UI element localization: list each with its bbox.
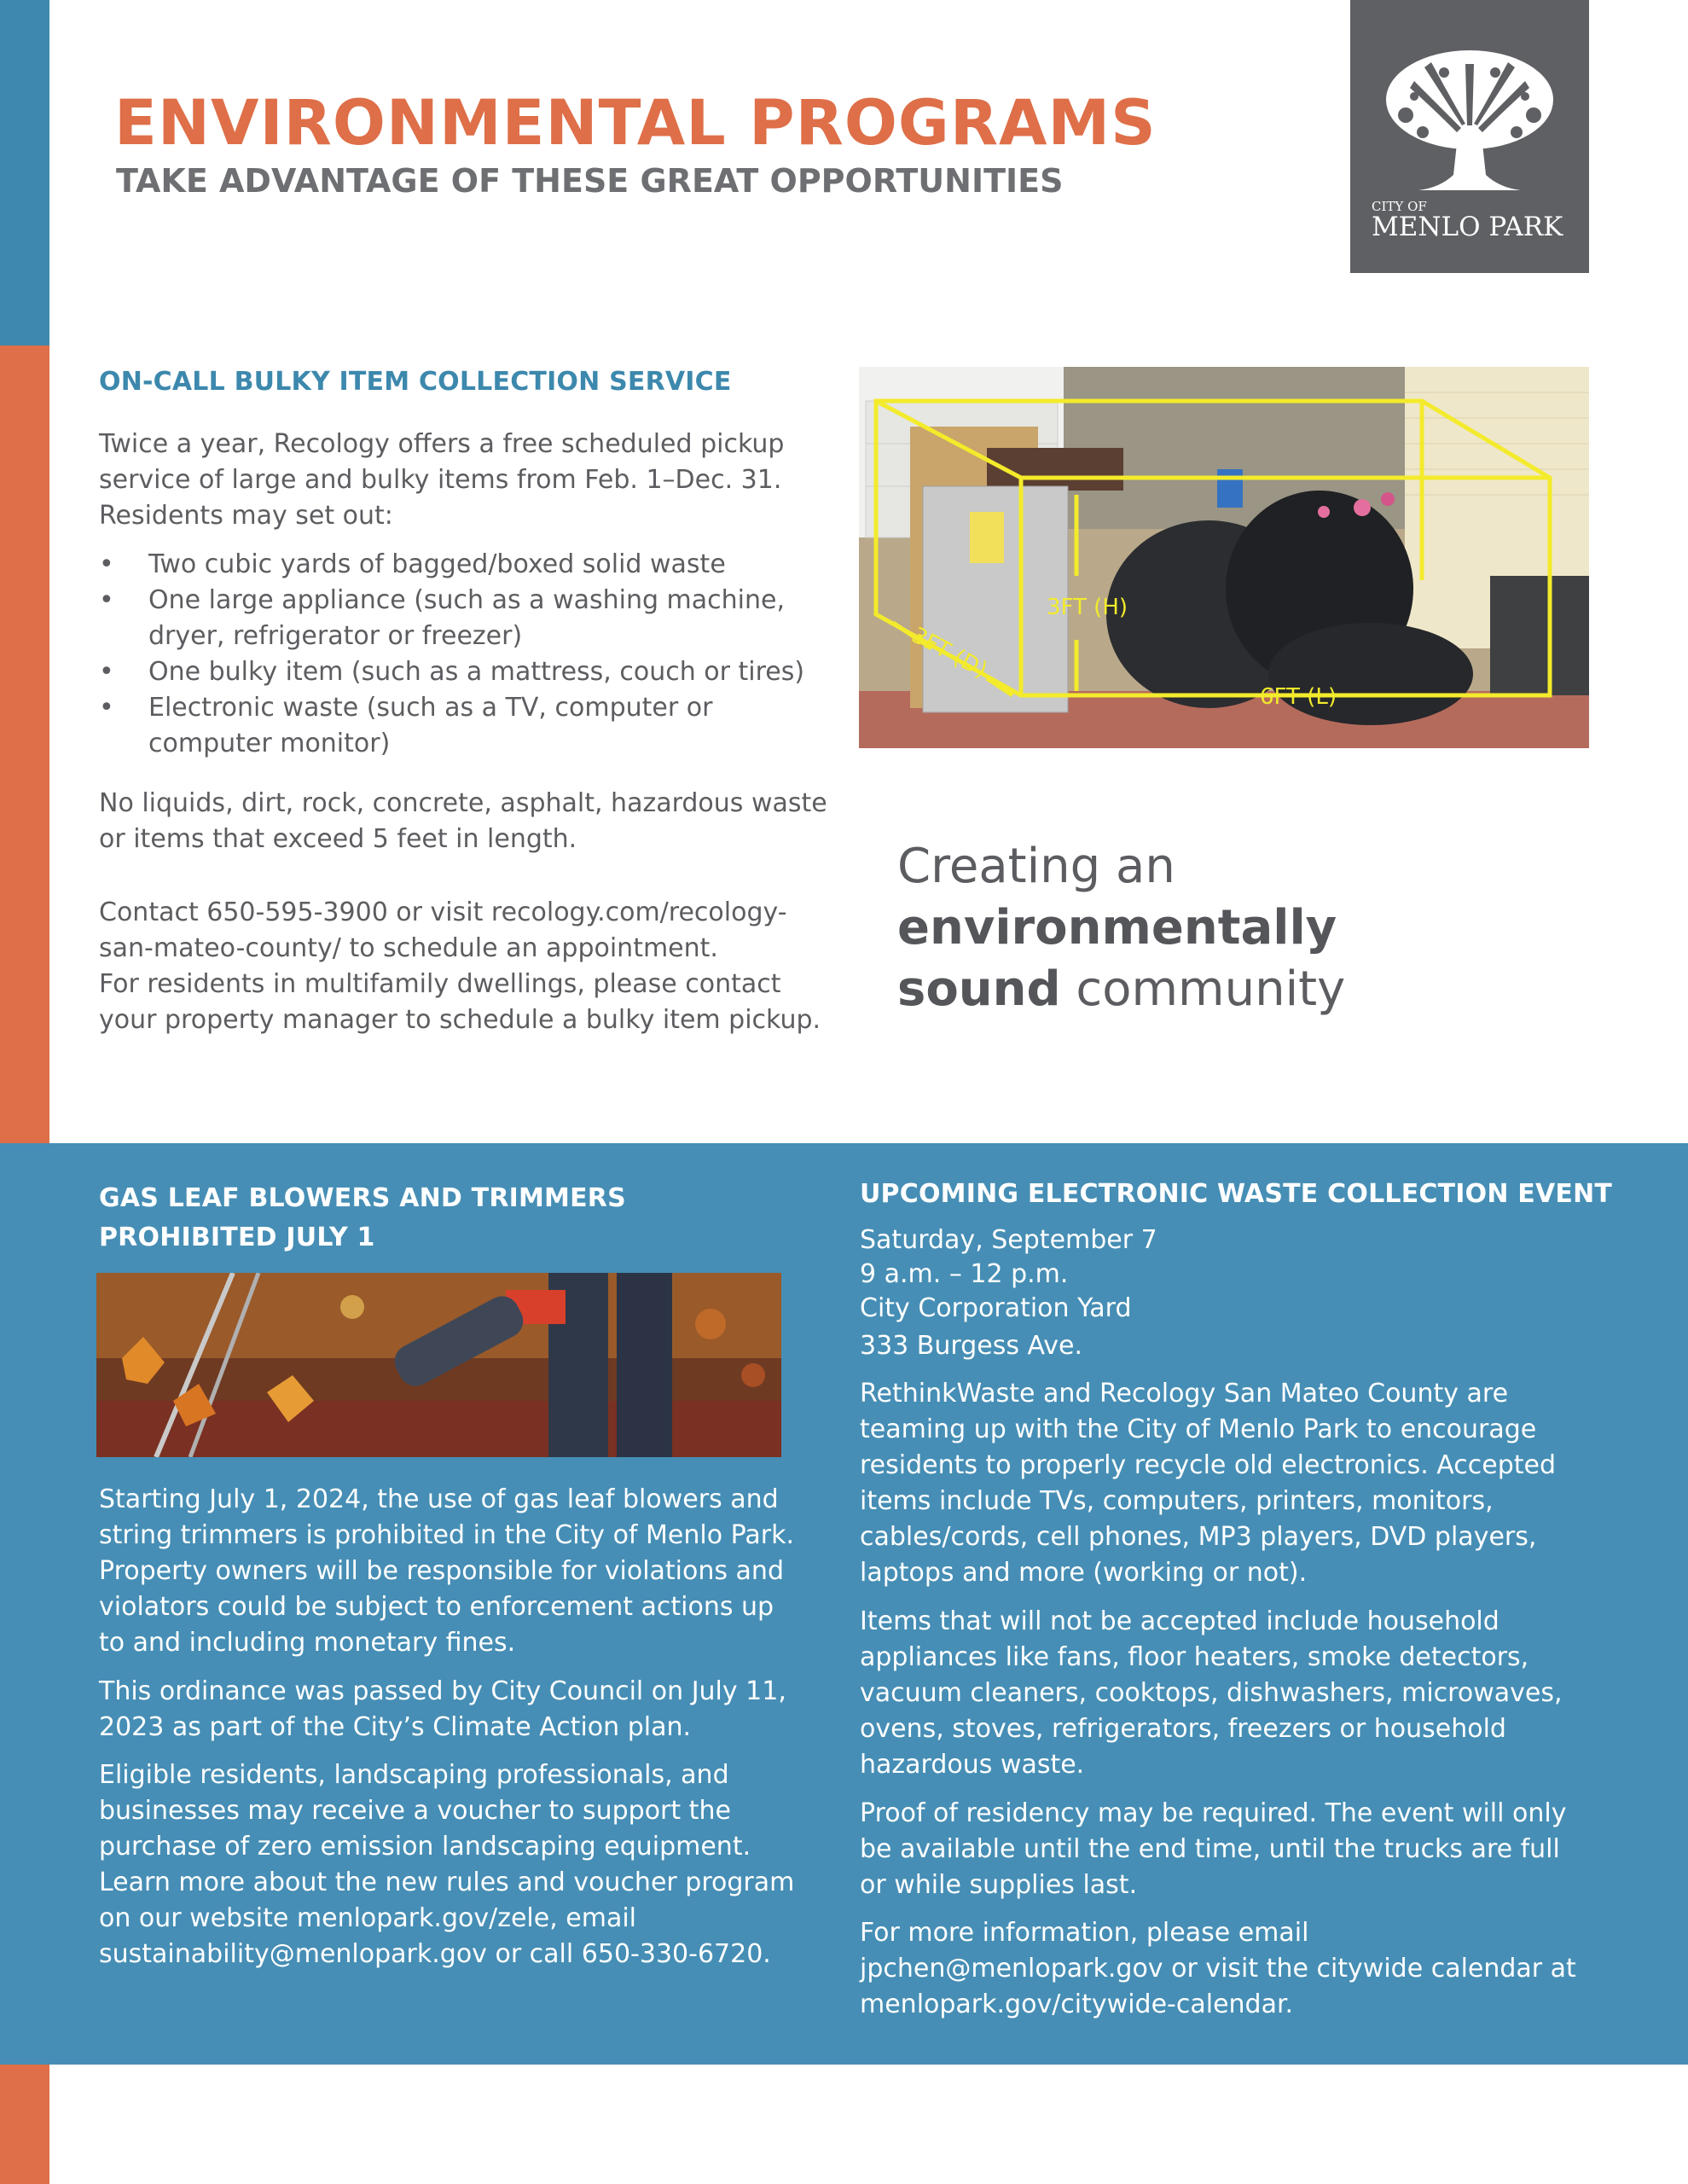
tagline <box>897 836 1571 1020</box>
gas-section-heading <box>99 1179 696 1258</box>
oak-tree-icon <box>1380 47 1559 196</box>
left-edge-bar-orange <box>0 346 49 1143</box>
logo-city-name: MENLO PARK <box>1372 212 1563 242</box>
ewaste-location: City Corporation Yard <box>860 1293 1132 1323</box>
bulky-items-photo <box>859 367 1589 748</box>
ewaste-paragraph-residency: Proof of residency may be required. The event will only be available until the end time, until the trucks are full or while supplies last. <box>860 1798 1567 1900</box>
gas-paragraph-ordinance: This ordinance was passed by City Council on July 11, 2023 as part of the City’s Climate Action plan. <box>99 1676 786 1742</box>
list-item: • One large appliance (such as a washing machine, dryer, refrigerator or freezer) <box>99 583 832 654</box>
tagline-bold2: sound <box>897 961 1061 1017</box>
left-edge-bar-teal <box>0 0 49 346</box>
ewaste-address: 333 Burgess Ave. <box>860 1331 1083 1361</box>
bulky-intro: Twice a year, Recology offers a free scheduled pickup service of large and bulky items from Feb. 1–Dec. 31. Residents may set out: <box>99 429 785 531</box>
ewaste-event-details <box>860 1223 1576 1363</box>
ewaste-time: 9 a.m. – 12 p.m. <box>860 1259 1069 1289</box>
photo-label-depth: 3FT (D) <box>907 622 992 684</box>
tagline-bold1: environmentally <box>897 900 1337 956</box>
ewaste-section-heading: UPCOMING ELECTRONIC WASTE COLLECTION EVENT <box>860 1179 1613 1209</box>
ewaste-date: Saturday, September 7 <box>860 1225 1157 1255</box>
bulky-contact-schedule: Contact 650-595-3900 or visit recology.com/recology-san-mateo-county/ to schedule an appointment. <box>99 897 787 963</box>
bulky-allowed-list <box>99 547 832 762</box>
bulky-section-heading: ON-CALL BULKY ITEM COLLECTION SERVICE <box>99 367 732 397</box>
list-item: • Electronic waste (such as a TV, computer or computer monitor) <box>99 690 832 762</box>
city-logo <box>1350 0 1589 273</box>
list-item: • Two cubic yards of bagged/boxed solid waste <box>99 547 832 583</box>
bulky-contact-multifamily: For residents in multifamily dwellings, please contact your property manager to schedule a bulky item pickup. <box>99 969 821 1035</box>
photo-label-length: 6FT (L) <box>1260 684 1337 710</box>
bulky-exclusions: No liquids, dirt, rock, concrete, asphalt, hazardous waste or items that exceed 5 feet in length. <box>99 788 827 854</box>
gas-paragraph-voucher: Eligible residents, landscaping professionals, and businesses may receive a voucher to support the purchase of zero emission landscaping equipment. Learn more about the new rules and voucher program on our website menlopark.gov/zele, email sustainability@menlopark.gov or call 650-330-6720. <box>99 1760 795 1969</box>
page-title: ENVIRONMENTAL PROGRAMS <box>114 87 1157 160</box>
ewaste-paragraph-contact: For more information, please email jpchen@menlopark.gov or visit the citywide calendar at menlopark.gov/citywide-calendar. <box>860 1918 1576 2019</box>
gas-heading-line1: GAS LEAF BLOWERS AND TRIMMERS <box>99 1183 626 1213</box>
list-item: • One bulky item (such as a mattress, couch or tires) <box>99 654 832 690</box>
photo-label-height: 3FT (H) <box>1047 595 1128 620</box>
gas-paragraph-prohibition: Starting July 1, 2024, the use of gas leaf blowers and string trimmers is prohibited in the City of Menlo Park. Property owners will be responsible for violations and violators could be subject to enforcement actions up to and including monetary fines. <box>99 1484 794 1658</box>
gas-heading-line2: PROHIBITED JULY 1 <box>99 1223 375 1252</box>
tagline-part2: community <box>1060 961 1346 1017</box>
leaf-blower-photo <box>96 1273 781 1457</box>
page-subtitle: TAKE ADVANTAGE OF THESE GREAT OPPORTUNITIES <box>116 162 1064 200</box>
tagline-part1: Creating an <box>897 839 1175 894</box>
left-edge-bar-orange-bottom <box>0 2065 49 2184</box>
ewaste-paragraph-accepted: RethinkWaste and Recology San Mateo County are teaming up with the City of Menlo Park to encourage residents to properly recycle old electronics. Accepted items include TVs, computers, printers, monitors, cables/cords, cell phones, MP3 players, DVD players, laptops and more (working or not). <box>860 1379 1557 1588</box>
bulky-contact <box>99 895 832 1038</box>
ewaste-paragraph-not-accepted: Items that will not be accepted include household appliances like fans, floor heaters, smoke detectors, vacuum cleaners, cooktops, dishwashers, microwaves, ovens, stoves, refrigerators, freezers or household hazardous waste. <box>860 1606 1563 1780</box>
logo-city-of: CITY OF <box>1372 199 1427 214</box>
